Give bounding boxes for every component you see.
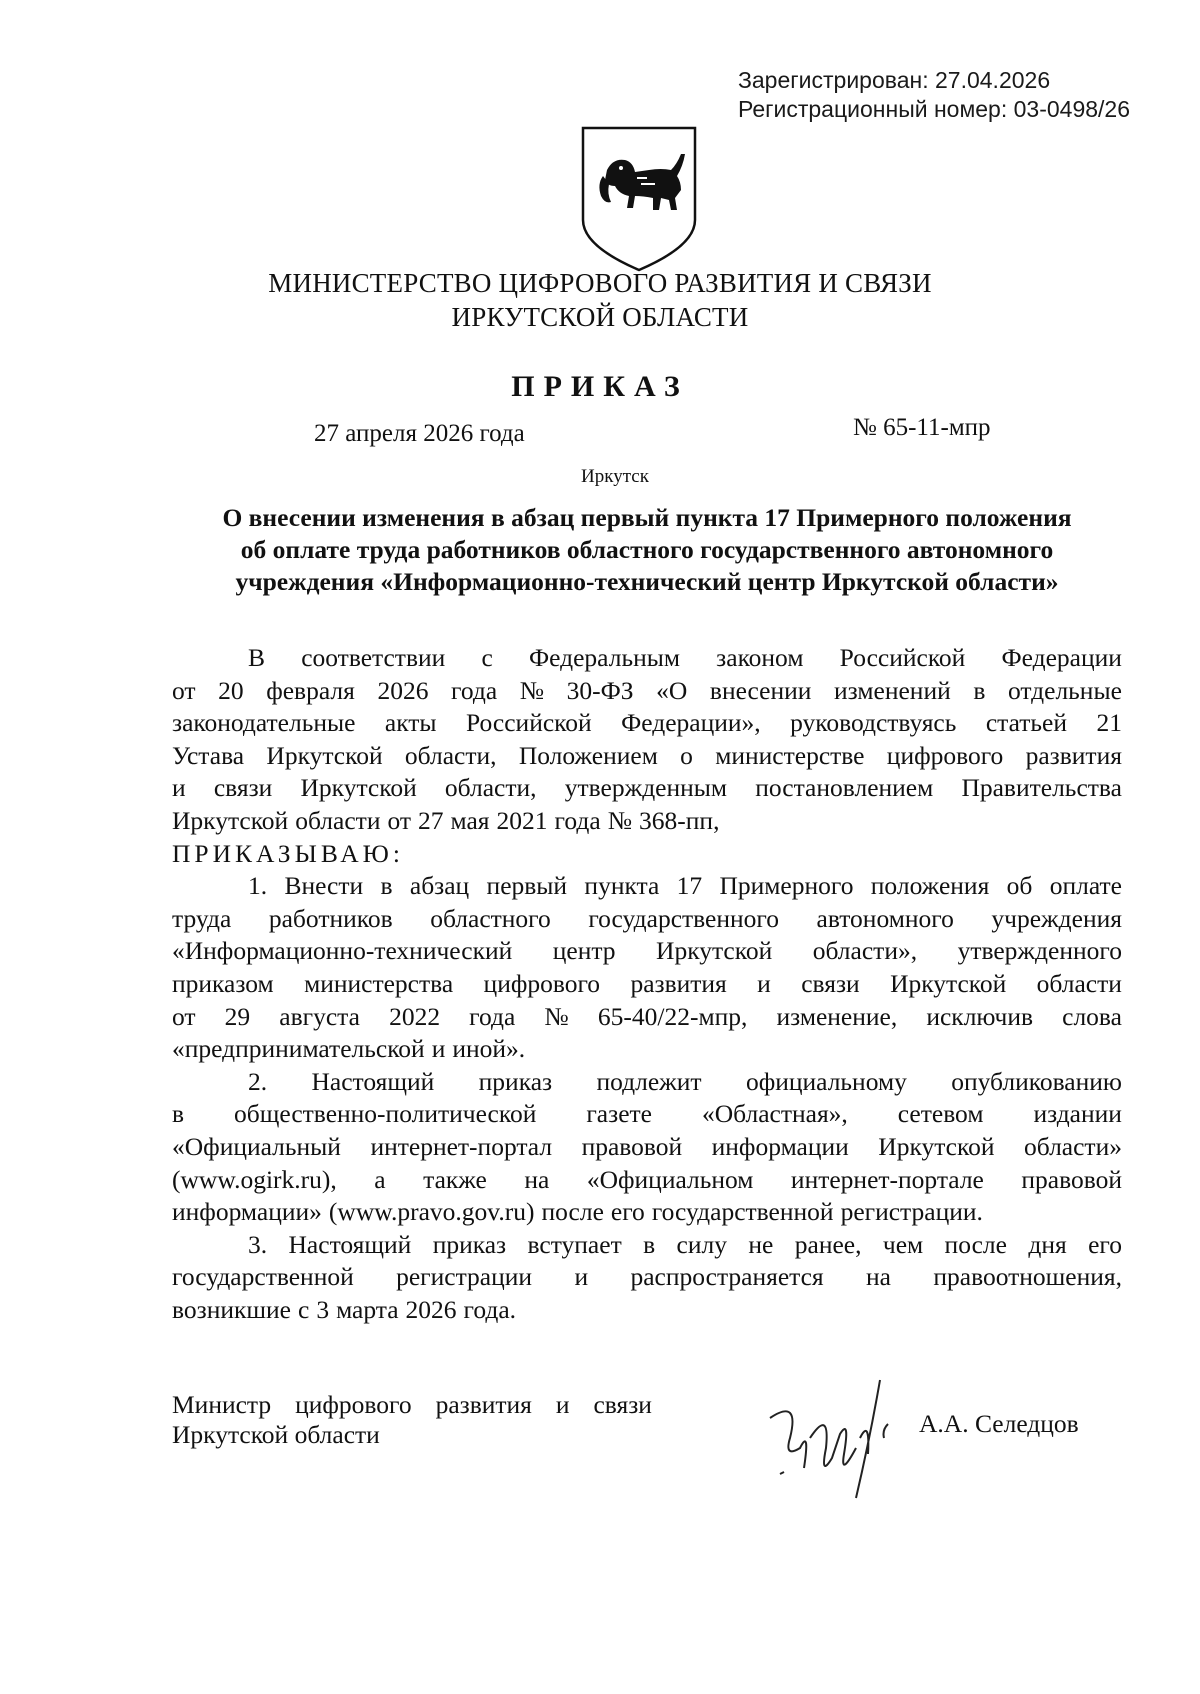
body-text-line: информации» (www.pravo.gov.ru) после его государственной регистрации.	[172, 1197, 983, 1227]
signatory-name: А.А. Селедцов	[919, 1409, 1079, 1438]
order-directive-word: ПРИКАЗЫВАЮ:	[172, 838, 404, 868]
body-text-line: Иркутской области от 27 мая 2021 года № 368-пп,	[172, 805, 720, 835]
body-text-line: 2. Настоящий приказ подлежит официальному опубликованию	[248, 1066, 1122, 1096]
body-text-line: от 20 февраля 2026 года № 30-ФЗ «О внесении изменений в отдельные	[172, 675, 1122, 705]
body-text-line: 1. Внести в абзац первый пункта 17 Примерного положения об оплате	[248, 871, 1122, 901]
order-title: ПРИКАЗ	[511, 370, 689, 403]
order-body	[172, 642, 1122, 1326]
body-text-line: «Информационно-технический центр Иркутской области», утвержденного	[172, 936, 1122, 966]
body-text-line: законодательные акты Российской Федерации», руководствуясь статьей 21	[172, 708, 1122, 738]
body-text-line: «Официальный интернет-портал правовой информации Иркутской области»	[172, 1131, 1122, 1161]
order-date: 27 апреля 2026 года	[314, 420, 525, 447]
body-text-line: Устава Иркутской области, Положением о министерстве цифрового развития	[172, 740, 1122, 770]
registration-stamp	[738, 66, 1130, 124]
body-text-line: приказом министерства цифрового развития и связи Иркутской области	[172, 968, 1122, 998]
ministry-name	[0, 266, 1200, 334]
signatory-position	[172, 1390, 652, 1450]
coat-of-arms-icon	[577, 124, 701, 272]
heading-line: О внесении изменения в абзац первый пункта 17 Примерного положения	[222, 503, 1072, 532]
order-heading	[172, 502, 1122, 598]
body-text-line: и связи Иркутской области, утвержденным постановлением Правительства	[172, 773, 1122, 803]
body-text-line: от 29 августа 2022 года № 65-40/22-мпр, изменение, исключив слова	[172, 1001, 1122, 1031]
registration-date: Зарегистрирован: 27.04.2026	[738, 67, 1051, 93]
heading-line: учреждения «Информационно-технический центр Иркутской области»	[235, 567, 1059, 596]
body-text-line: труда работников областного государственного автономного учреждения	[172, 903, 1122, 933]
body-text-line: (www.ogirk.ru), а также на «Официальном интернет-портале правовой	[172, 1164, 1122, 1194]
signatory-position-line2: Иркутской области	[172, 1420, 380, 1449]
handwritten-signature-icon	[760, 1378, 920, 1508]
registration-number: Регистрационный номер: 03-0498/26	[738, 96, 1131, 122]
body-text-line: в общественно-политической газете «Областная», сетевом издании	[172, 1099, 1122, 1129]
heading-line: об оплате труда работников областного государственного автономного	[240, 535, 1054, 564]
order-number: № 65-11-мпр	[853, 414, 991, 441]
body-text-line: «предпринимательской и иной».	[172, 1034, 526, 1064]
body-text-line: государственной регистрации и распространяется на правоотношения,	[172, 1262, 1122, 1292]
order-city: Иркутск	[581, 466, 649, 487]
body-text-line: 3. Настоящий приказ вступает в силу не ранее, чем после дня его	[248, 1229, 1122, 1259]
ministry-name-line1: МИНИСТЕРСТВО ЦИФРОВОГО РАЗВИТИЯ И СВЯЗИ	[268, 268, 932, 298]
ministry-name-line2: ИРКУТСКОЙ ОБЛАСТИ	[451, 302, 749, 332]
signatory-position-line1: Министр цифрового развития и связи	[172, 1390, 652, 1419]
body-text-line: В соответствии с Федеральным законом Российской Федерации	[248, 643, 1122, 672]
body-text-line: возникшие с 3 марта 2026 года.	[172, 1294, 517, 1324]
